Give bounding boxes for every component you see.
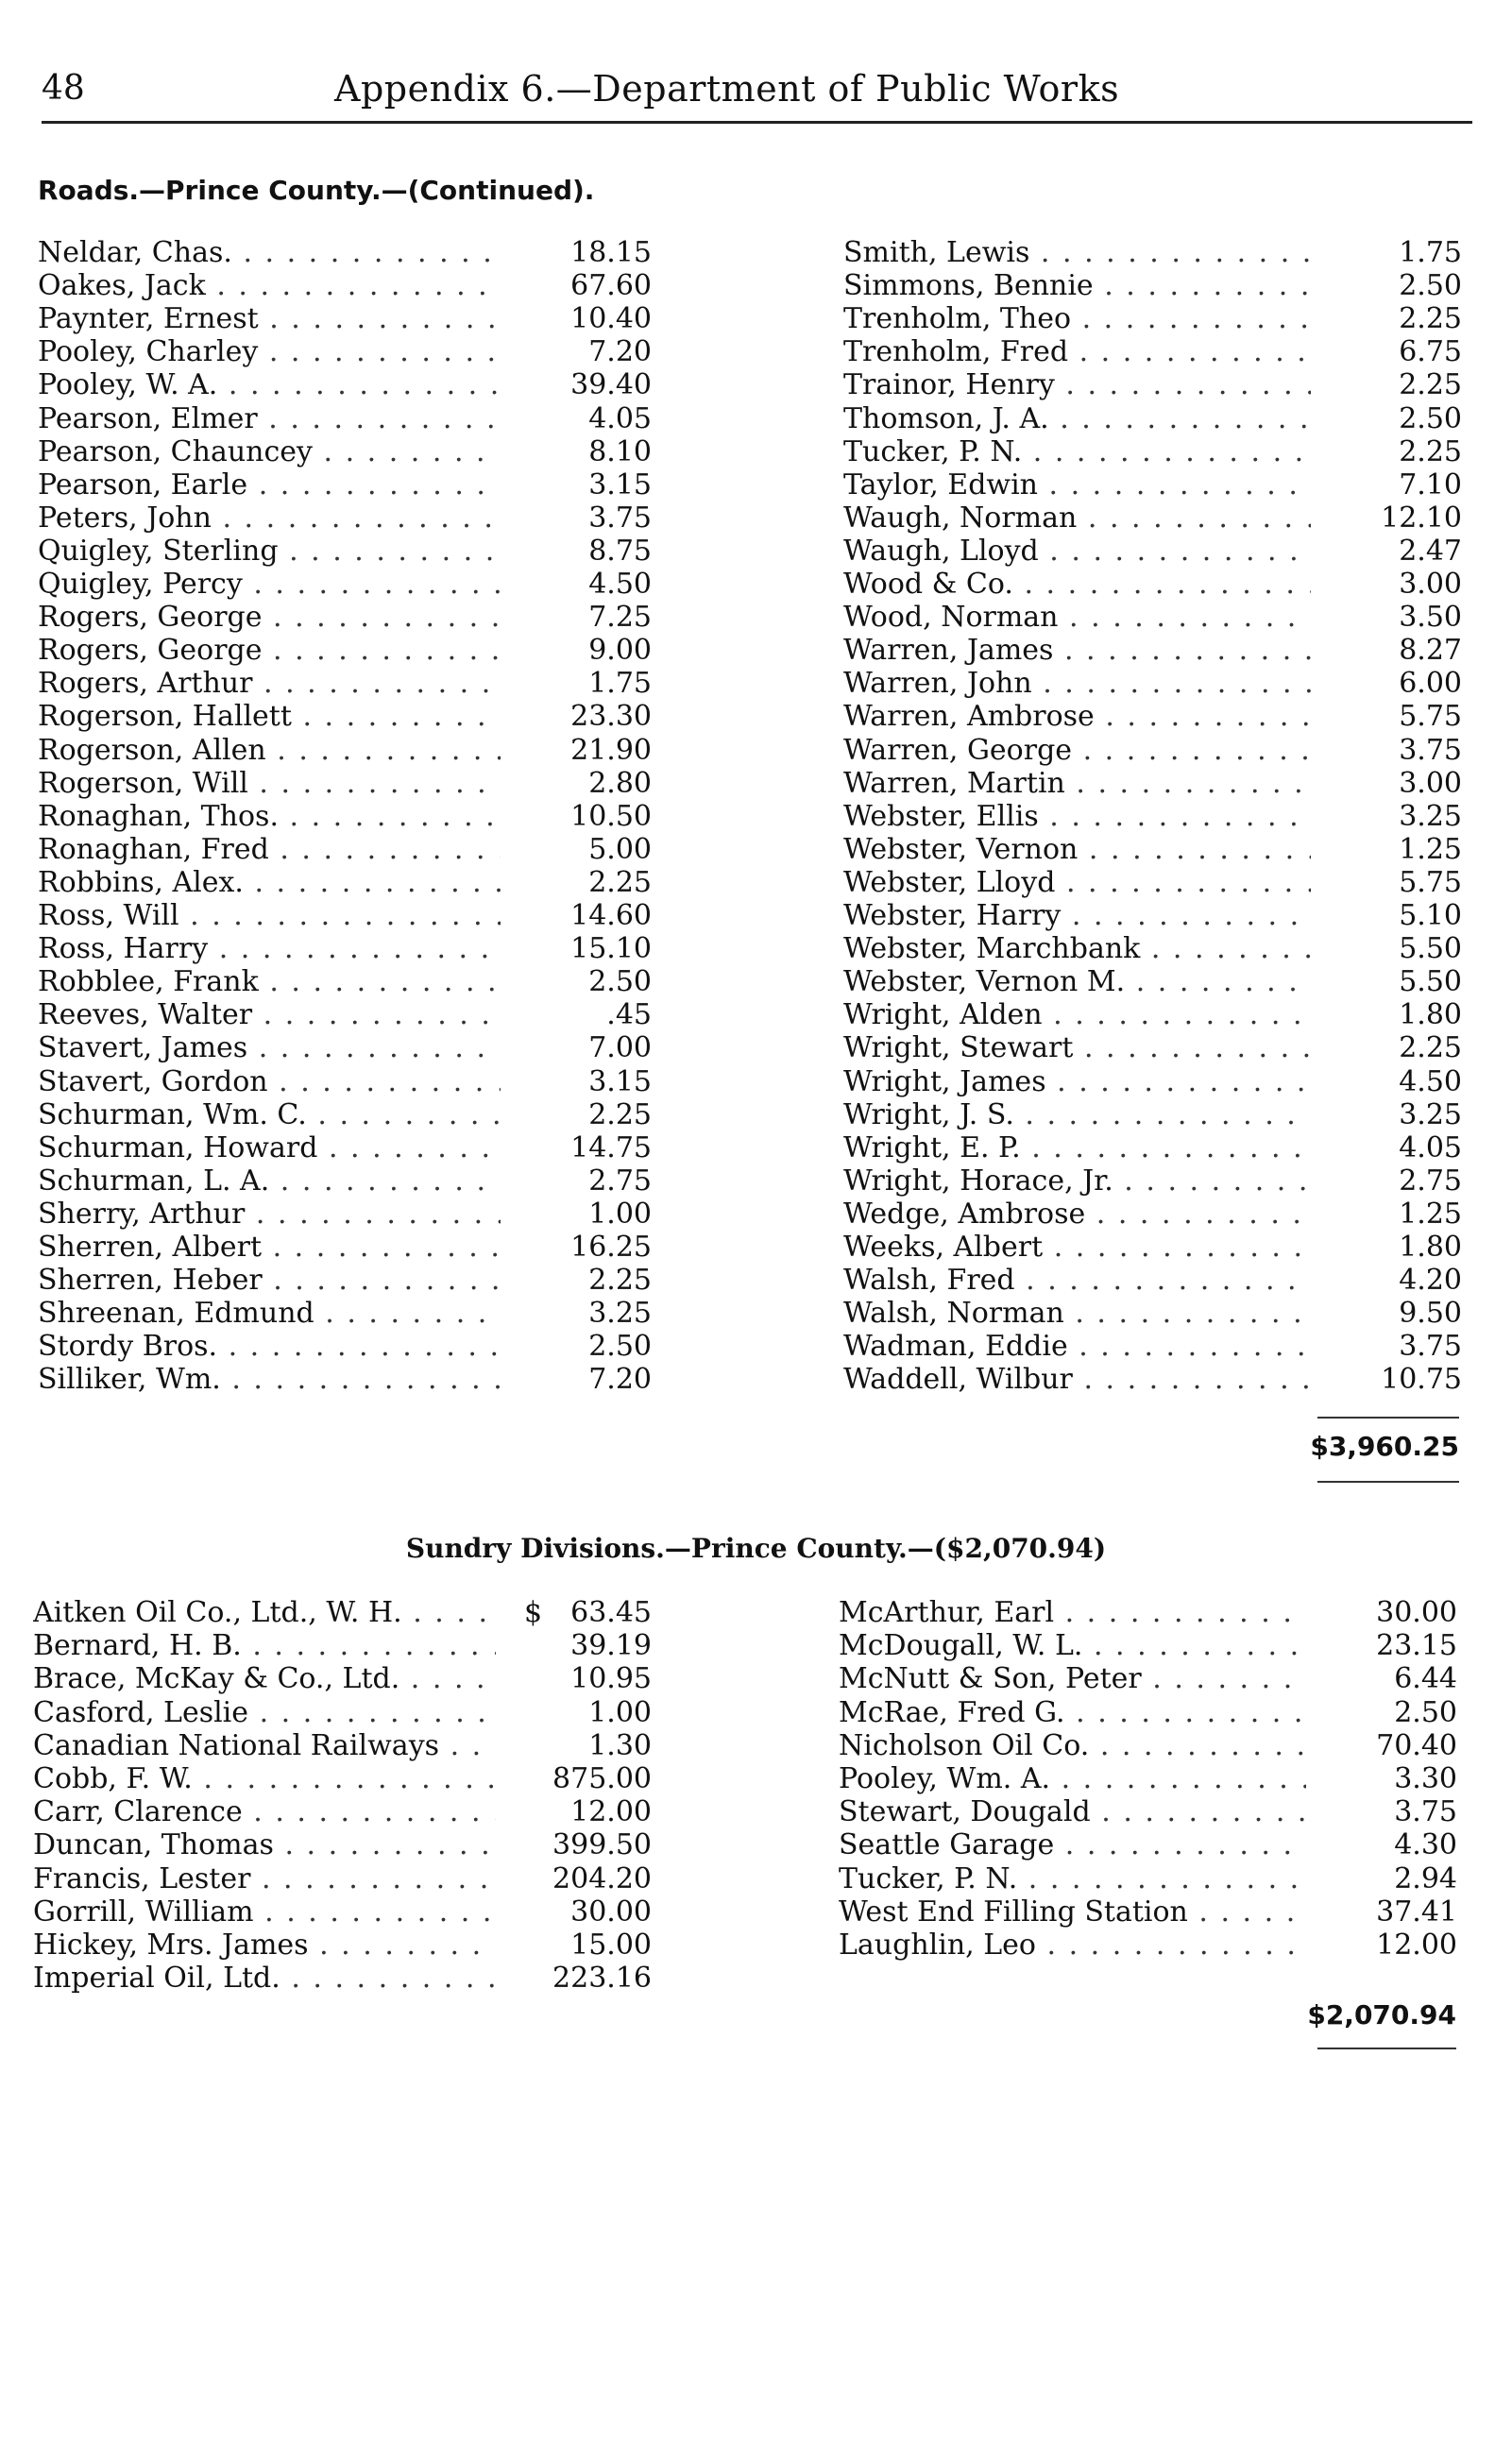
list-item bbox=[38, 767, 652, 800]
entry-name: Bernard, H. B. . . . bbox=[33, 1629, 496, 1662]
entry-amount: 3.25 bbox=[1399, 799, 1462, 833]
list-item bbox=[843, 1031, 1462, 1064]
entry-name: Oakes, Jack . . . bbox=[38, 269, 501, 302]
entry-name: Webster, Vernon M. . . . bbox=[843, 965, 1311, 998]
list-item bbox=[843, 568, 1462, 601]
entry-amount: 2.75 bbox=[588, 1164, 652, 1198]
list-item bbox=[38, 700, 652, 733]
entry-name: Paynter, Ernest . . . bbox=[38, 302, 501, 335]
entry-amount: 4.05 bbox=[1399, 1130, 1462, 1164]
entry-amount: 5.75 bbox=[1399, 700, 1462, 734]
list-item bbox=[38, 501, 652, 535]
entry-name: McNutt & Son, Peter . . . bbox=[839, 1662, 1306, 1695]
entry-amount: 14.75 bbox=[570, 1130, 652, 1164]
entry-amount: 6.44 bbox=[1394, 1662, 1457, 1696]
entry-name: Stordy Bros. . . . bbox=[38, 1330, 501, 1363]
list-item bbox=[843, 866, 1462, 899]
roads-total-rule-top bbox=[1317, 1417, 1459, 1419]
entry-amount: 39.40 bbox=[570, 368, 652, 402]
entry-name: Rogerson, Hallett . . . bbox=[38, 700, 501, 733]
list-item bbox=[33, 1929, 652, 1962]
entry-amount: 2.50 bbox=[1394, 1695, 1457, 1729]
entry-name: Wright, E. P. . . . bbox=[843, 1131, 1311, 1164]
entry-amount: 1.75 bbox=[588, 667, 652, 701]
entry-amount: 3.15 bbox=[588, 467, 652, 501]
entry-name: Ross, Will . . . bbox=[38, 899, 501, 932]
entry-amount: 23.15 bbox=[1376, 1629, 1457, 1663]
entry-amount: 1.80 bbox=[1399, 998, 1462, 1032]
dollar-sign: $ bbox=[524, 1596, 543, 1629]
list-item bbox=[843, 402, 1462, 435]
entry-name: Casford, Leslie . . . bbox=[33, 1696, 496, 1729]
list-item bbox=[839, 1729, 1457, 1762]
list-item bbox=[38, 965, 652, 998]
list-item bbox=[839, 1596, 1457, 1629]
entry-amount: 2.80 bbox=[588, 766, 652, 800]
entry-amount: 1.00 bbox=[588, 1197, 652, 1231]
running-title: Appendix 6.—Department of Public Works bbox=[334, 68, 1120, 110]
entry-name: Stavert, Gordon . . . bbox=[38, 1065, 501, 1098]
list-item bbox=[843, 269, 1462, 302]
sundry-total-rule bbox=[1317, 2048, 1456, 2049]
list-item bbox=[843, 1131, 1462, 1164]
entry-name: Weeks, Albert . . . bbox=[843, 1231, 1311, 1264]
entry-amount: 3.00 bbox=[1399, 568, 1462, 601]
list-item bbox=[843, 700, 1462, 733]
entry-amount: 2.25 bbox=[1399, 368, 1462, 402]
entry-name: Sherren, Heber . . . bbox=[38, 1264, 501, 1297]
list-item bbox=[38, 734, 652, 767]
list-item bbox=[839, 1662, 1457, 1695]
entry-name: Aitken Oil Co., Ltd., W. H. . . . bbox=[33, 1596, 496, 1629]
list-item bbox=[38, 1297, 652, 1330]
list-item bbox=[843, 667, 1462, 700]
entry-amount: 2.50 bbox=[1399, 401, 1462, 435]
entry-name: Robbins, Alex. . . . bbox=[38, 866, 501, 899]
entry-name: Webster, Vernon . . . bbox=[843, 833, 1311, 866]
entry-name: Francis, Lester . . . bbox=[33, 1862, 496, 1895]
entry-name: Warren, John . . . bbox=[843, 667, 1311, 700]
entry-amount: 3.30 bbox=[1394, 1762, 1457, 1795]
entry-name: Webster, Marchbank . . . bbox=[843, 932, 1311, 965]
entry-name: Shreenan, Edmund . . . bbox=[38, 1297, 501, 1330]
list-item bbox=[843, 435, 1462, 468]
list-item bbox=[843, 236, 1462, 269]
entry-name: Wright, J. S. . . . bbox=[843, 1098, 1311, 1131]
list-item bbox=[38, 833, 652, 866]
list-item bbox=[38, 1131, 652, 1164]
list-item bbox=[38, 1164, 652, 1198]
entry-name: Cobb, F. W. . . . bbox=[33, 1762, 496, 1795]
list-item bbox=[839, 1929, 1457, 1962]
entry-amount: 8.10 bbox=[588, 434, 652, 468]
list-item bbox=[33, 1629, 652, 1662]
entry-amount: 7.10 bbox=[1399, 467, 1462, 501]
list-item bbox=[843, 833, 1462, 866]
entry-name: Pooley, Charley . . . bbox=[38, 335, 501, 368]
list-item bbox=[38, 368, 652, 401]
list-item bbox=[843, 1065, 1462, 1098]
entry-amount: 10.50 bbox=[570, 799, 652, 833]
entry-name: Stewart, Dougald . . . bbox=[839, 1795, 1306, 1828]
entry-name: Smith, Lewis . . . bbox=[843, 236, 1311, 269]
list-item bbox=[839, 1895, 1457, 1929]
entry-name: Tucker, P. N. . . . bbox=[843, 435, 1311, 468]
list-item bbox=[33, 1762, 652, 1795]
entry-name: Webster, Ellis . . . bbox=[843, 800, 1311, 833]
list-item bbox=[38, 1031, 652, 1064]
entry-amount: 10.40 bbox=[570, 302, 652, 336]
entry-amount: 1.80 bbox=[1399, 1231, 1462, 1264]
list-item bbox=[843, 1330, 1462, 1363]
roads-total-rule-bottom bbox=[1317, 1481, 1459, 1483]
entry-amount: 3.25 bbox=[588, 1297, 652, 1331]
entry-name: Rogerson, Will . . . bbox=[38, 767, 501, 800]
list-item bbox=[38, 435, 652, 468]
entry-name: Canadian National Railways . . . bbox=[33, 1729, 496, 1762]
list-item bbox=[839, 1629, 1457, 1662]
entry-amount: 1.25 bbox=[1399, 832, 1462, 866]
entry-amount: 12.00 bbox=[1376, 1929, 1457, 1962]
entry-name: Wood & Co. . . . bbox=[843, 568, 1311, 601]
entry-name: Wright, Stewart . . . bbox=[843, 1031, 1311, 1064]
list-item bbox=[38, 800, 652, 833]
entry-amount: 6.75 bbox=[1399, 335, 1462, 369]
list-item bbox=[843, 634, 1462, 667]
list-item bbox=[38, 1198, 652, 1231]
entry-name: Walsh, Fred . . . bbox=[843, 1264, 1311, 1297]
entry-name: Ross, Harry . . . bbox=[38, 932, 501, 965]
entry-name: Taylor, Edwin . . . bbox=[843, 468, 1311, 501]
entry-amount: 4.30 bbox=[1394, 1828, 1457, 1862]
entry-amount: 7.00 bbox=[588, 1031, 652, 1065]
entry-amount: 18.15 bbox=[570, 236, 652, 269]
entry-amount: 2.25 bbox=[1399, 302, 1462, 336]
list-item bbox=[843, 800, 1462, 833]
entry-name: Ronaghan, Fred . . . bbox=[38, 833, 501, 866]
list-item bbox=[843, 998, 1462, 1031]
entry-amount: 9.00 bbox=[588, 634, 652, 668]
list-item bbox=[843, 302, 1462, 335]
entry-name: Warren, George . . . bbox=[843, 734, 1311, 767]
entry-name: Webster, Lloyd . . . bbox=[843, 866, 1311, 899]
list-item bbox=[843, 932, 1462, 965]
entry-name: Webster, Harry . . . bbox=[843, 899, 1311, 932]
entry-amount: 1.00 bbox=[588, 1695, 652, 1729]
list-item bbox=[38, 932, 652, 965]
entry-amount: 63.45 bbox=[570, 1596, 652, 1629]
list-item bbox=[843, 1363, 1462, 1396]
entry-name: Gorrill, William . . . bbox=[33, 1895, 496, 1929]
list-item bbox=[38, 1065, 652, 1098]
entry-amount: 2.25 bbox=[588, 1097, 652, 1131]
entry-name: Waugh, Norman . . . bbox=[843, 501, 1311, 535]
entry-amount: 875.00 bbox=[552, 1762, 652, 1795]
entry-amount: 2.50 bbox=[1399, 269, 1462, 303]
list-item bbox=[843, 1297, 1462, 1330]
entry-amount: 3.75 bbox=[1394, 1795, 1457, 1829]
entry-amount: 8.75 bbox=[588, 534, 652, 568]
list-item bbox=[843, 368, 1462, 401]
entry-name: Trenholm, Theo . . . bbox=[843, 302, 1311, 335]
entry-name: Warren, Martin . . . bbox=[843, 767, 1311, 800]
list-item bbox=[843, 767, 1462, 800]
entry-name: Pooley, W. A. . . . bbox=[38, 368, 501, 401]
entry-name: Pearson, Elmer . . . bbox=[38, 402, 501, 435]
list-item bbox=[38, 236, 652, 269]
entry-name: Imperial Oil, Ltd. . . . bbox=[33, 1962, 496, 1995]
entry-amount: 4.20 bbox=[1399, 1264, 1462, 1298]
entry-name: Thomson, J. A. . . . bbox=[843, 402, 1311, 435]
entry-amount: 5.10 bbox=[1399, 899, 1462, 932]
entry-amount: 2.25 bbox=[1399, 1031, 1462, 1065]
entry-amount: 4.05 bbox=[588, 401, 652, 435]
entry-name: Neldar, Chas. . . . bbox=[38, 236, 501, 269]
list-item bbox=[843, 1098, 1462, 1131]
list-item bbox=[38, 335, 652, 368]
entry-amount: 8.27 bbox=[1399, 634, 1462, 668]
entry-amount: 3.15 bbox=[588, 1064, 652, 1098]
entry-amount: 10.95 bbox=[570, 1662, 652, 1696]
list-item bbox=[843, 335, 1462, 368]
list-item bbox=[843, 1231, 1462, 1264]
entry-name: Pooley, Wm. A. . . . bbox=[839, 1762, 1306, 1795]
list-item bbox=[843, 1164, 1462, 1198]
list-item bbox=[839, 1696, 1457, 1729]
entry-name: Wright, Alden . . . bbox=[843, 998, 1311, 1031]
entry-name: McRae, Fred G. . . . bbox=[839, 1696, 1306, 1729]
entry-amount: 2.25 bbox=[1399, 434, 1462, 468]
list-item bbox=[38, 634, 652, 667]
list-item bbox=[38, 601, 652, 634]
entry-name: McArthur, Earl . . . bbox=[839, 1596, 1306, 1629]
entry-name: Pearson, Earle . . . bbox=[38, 468, 501, 501]
list-item bbox=[843, 535, 1462, 568]
entry-name: Sherren, Albert . . . bbox=[38, 1231, 501, 1264]
list-item bbox=[38, 998, 652, 1031]
entry-name: Schurman, Howard . . . bbox=[38, 1131, 501, 1164]
entry-amount: 10.75 bbox=[1381, 1363, 1462, 1397]
entry-name: Stavert, James . . . bbox=[38, 1031, 501, 1064]
entry-name: Carr, Clarence . . . bbox=[33, 1795, 496, 1828]
list-item bbox=[843, 965, 1462, 998]
list-item bbox=[839, 1862, 1457, 1895]
entry-amount: 1.25 bbox=[1399, 1197, 1462, 1231]
entry-name: Trenholm, Fred . . . bbox=[843, 335, 1311, 368]
roads-total: $3,960.25 bbox=[1310, 1431, 1459, 1462]
entry-amount: 39.19 bbox=[570, 1629, 652, 1663]
entry-name: McDougall, W. L. . . . bbox=[839, 1629, 1306, 1662]
entry-name: Wright, James . . . bbox=[843, 1065, 1311, 1098]
sundry-section-title: Sundry Divisions.—Prince County.—($2,070.94) bbox=[405, 1533, 1107, 1564]
entry-name: Schurman, L. A. . . . bbox=[38, 1164, 501, 1198]
entry-name: Trainor, Henry . . . bbox=[843, 368, 1311, 401]
list-item bbox=[843, 501, 1462, 535]
entry-amount: 2.25 bbox=[588, 865, 652, 899]
list-item bbox=[33, 1729, 652, 1762]
list-item bbox=[33, 1962, 652, 1995]
entry-amount: 16.25 bbox=[570, 1231, 652, 1264]
entry-name: Reeves, Walter . . . bbox=[38, 998, 501, 1031]
entry-name: Walsh, Norman . . . bbox=[843, 1297, 1311, 1330]
entry-amount: 7.20 bbox=[588, 335, 652, 369]
entry-amount: 399.50 bbox=[552, 1828, 652, 1862]
entry-name: Warren, James . . . bbox=[843, 634, 1311, 667]
entry-name: Wedge, Ambrose . . . bbox=[843, 1198, 1311, 1231]
entry-amount: 3.50 bbox=[1399, 601, 1462, 635]
entry-amount: 3.75 bbox=[1399, 1330, 1462, 1364]
entry-amount: 3.25 bbox=[1399, 1097, 1462, 1131]
header-rule bbox=[42, 121, 1472, 124]
entry-amount: 5.00 bbox=[588, 832, 652, 866]
list-item bbox=[38, 269, 652, 302]
entry-amount: 37.41 bbox=[1376, 1895, 1457, 1929]
list-item bbox=[38, 1330, 652, 1363]
entry-amount: 223.16 bbox=[552, 1962, 652, 1996]
list-item bbox=[38, 1231, 652, 1264]
entry-amount: 2.47 bbox=[1399, 534, 1462, 568]
entry-name: Wright, Horace, Jr. . . . bbox=[843, 1164, 1311, 1198]
list-item bbox=[839, 1762, 1457, 1795]
list-item bbox=[839, 1828, 1457, 1861]
list-item bbox=[38, 402, 652, 435]
entry-amount: 9.50 bbox=[1399, 1297, 1462, 1331]
roads-section-title: Roads.—Prince County.—(Continued). bbox=[38, 175, 595, 206]
entry-name: Wood, Norman . . . bbox=[843, 601, 1311, 634]
list-item bbox=[38, 866, 652, 899]
list-item bbox=[38, 899, 652, 932]
entry-name: Rogers, George . . . bbox=[38, 634, 501, 667]
list-item bbox=[38, 568, 652, 601]
entry-amount: 204.20 bbox=[552, 1861, 652, 1895]
list-item bbox=[33, 1795, 652, 1828]
entry-name: Sherry, Arthur . . . bbox=[38, 1198, 501, 1231]
entry-amount: 14.60 bbox=[570, 899, 652, 932]
entry-amount: 2.50 bbox=[588, 965, 652, 999]
list-item bbox=[38, 468, 652, 501]
entry-name: Robblee, Frank . . . bbox=[38, 965, 501, 998]
entry-amount: 2.50 bbox=[588, 1330, 652, 1364]
entry-amount: 5.75 bbox=[1399, 865, 1462, 899]
entry-name: Quigley, Percy . . . bbox=[38, 568, 501, 601]
entry-name: Hickey, Mrs. James . . . bbox=[33, 1929, 496, 1962]
entry-amount: 2.94 bbox=[1394, 1861, 1457, 1895]
entry-amount: 23.30 bbox=[570, 700, 652, 734]
entry-name: Waugh, Lloyd . . . bbox=[843, 535, 1311, 568]
entry-name: Brace, McKay & Co., Ltd. . . . bbox=[33, 1662, 496, 1695]
entry-name: Laughlin, Leo . . . bbox=[839, 1929, 1306, 1962]
entry-amount: 21.90 bbox=[570, 733, 652, 767]
list-item bbox=[38, 1363, 652, 1396]
list-item bbox=[843, 468, 1462, 501]
entry-amount: 3.75 bbox=[588, 501, 652, 535]
entry-amount: 4.50 bbox=[1399, 1064, 1462, 1098]
entry-amount: 15.00 bbox=[570, 1929, 652, 1962]
entry-name: Quigley, Sterling . . . bbox=[38, 535, 501, 568]
list-item bbox=[33, 1828, 652, 1861]
entry-name: West End Filling Station . . . bbox=[839, 1895, 1306, 1929]
entry-amount: .45 bbox=[606, 998, 652, 1032]
entry-amount: 70.40 bbox=[1376, 1728, 1457, 1762]
list-item bbox=[38, 302, 652, 335]
list-item bbox=[843, 1264, 1462, 1297]
list-item bbox=[38, 667, 652, 700]
sundry-total: $2,070.94 bbox=[1307, 1999, 1456, 2031]
entry-name: Seattle Garage . . . bbox=[839, 1828, 1306, 1861]
list-item bbox=[33, 1596, 652, 1629]
entry-amount: 3.00 bbox=[1399, 766, 1462, 800]
entry-amount: 12.00 bbox=[570, 1795, 652, 1829]
entry-name: Simmons, Bennie . . . bbox=[843, 269, 1311, 302]
list-item bbox=[839, 1795, 1457, 1828]
entry-name: Pearson, Chauncey . . . bbox=[38, 435, 501, 468]
entry-amount: 7.25 bbox=[588, 601, 652, 635]
list-item bbox=[843, 734, 1462, 767]
entry-amount: 1.30 bbox=[588, 1728, 652, 1762]
entry-amount: 67.60 bbox=[570, 269, 652, 303]
entry-amount: 2.75 bbox=[1399, 1164, 1462, 1198]
entry-amount: 4.50 bbox=[588, 568, 652, 601]
list-item bbox=[33, 1862, 652, 1895]
entry-amount: 5.50 bbox=[1399, 965, 1462, 999]
entry-amount: 2.25 bbox=[588, 1264, 652, 1298]
list-item bbox=[843, 1198, 1462, 1231]
entry-name: Tucker, P. N. . . . bbox=[839, 1862, 1306, 1895]
list-item bbox=[33, 1662, 652, 1695]
entry-name: Rogers, Arthur . . . bbox=[38, 667, 501, 700]
entry-amount: 15.10 bbox=[570, 932, 652, 966]
entry-amount: 6.00 bbox=[1399, 667, 1462, 701]
entry-amount: 5.50 bbox=[1399, 932, 1462, 966]
entry-amount: 1.75 bbox=[1399, 236, 1462, 269]
entry-name: Rogerson, Allen . . . bbox=[38, 734, 501, 767]
entry-name: Waddell, Wilbur . . . bbox=[843, 1363, 1311, 1396]
list-item bbox=[33, 1895, 652, 1929]
entry-amount: 12.10 bbox=[1381, 501, 1462, 535]
page-number: 48 bbox=[42, 69, 85, 108]
entry-name: Nicholson Oil Co. . . . bbox=[839, 1729, 1306, 1762]
entry-name: Schurman, Wm. C. . . . bbox=[38, 1098, 501, 1131]
page-header bbox=[42, 64, 1472, 113]
entry-amount: 30.00 bbox=[1376, 1596, 1457, 1629]
entry-amount: 3.75 bbox=[1399, 733, 1462, 767]
list-item bbox=[33, 1696, 652, 1729]
list-item bbox=[38, 1264, 652, 1297]
entry-name: Silliker, Wm. . . . bbox=[38, 1363, 501, 1396]
entry-name: Peters, John . . . bbox=[38, 501, 501, 535]
list-item bbox=[38, 535, 652, 568]
list-item bbox=[843, 601, 1462, 634]
entry-name: Warren, Ambrose . . . bbox=[843, 700, 1311, 733]
entry-name: Duncan, Thomas . . . bbox=[33, 1828, 496, 1861]
list-item bbox=[843, 899, 1462, 932]
entry-name: Wadman, Eddie . . . bbox=[843, 1330, 1311, 1363]
list-item bbox=[38, 1098, 652, 1131]
entry-name: Ronaghan, Thos. . . . bbox=[38, 800, 501, 833]
entry-name: Rogers, George . . . bbox=[38, 601, 501, 634]
entry-amount: 30.00 bbox=[570, 1895, 652, 1929]
entry-amount: 7.20 bbox=[588, 1363, 652, 1397]
